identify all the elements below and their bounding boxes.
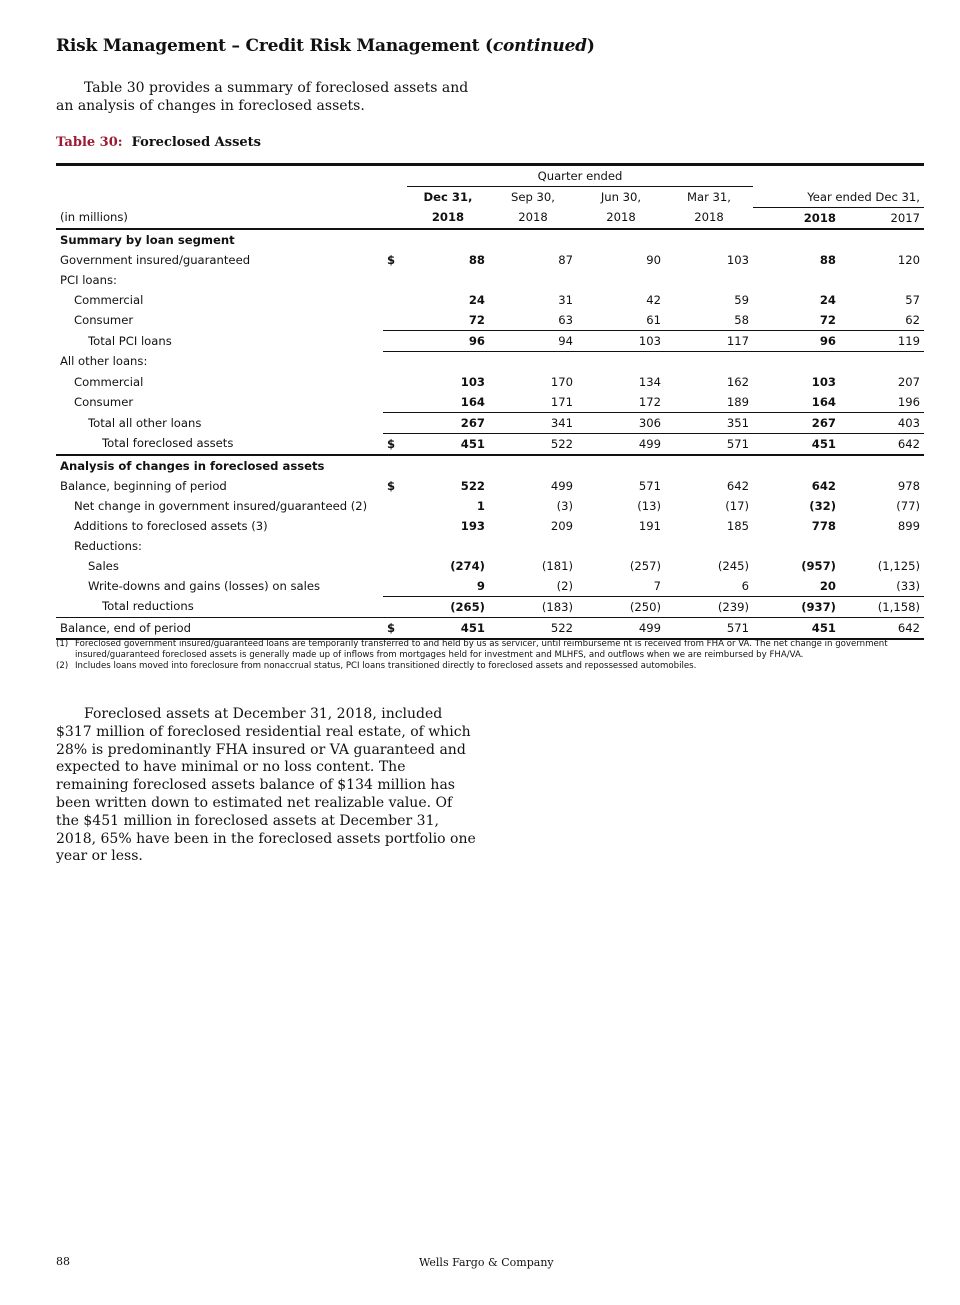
intro-paragraph: Table 30 provides a summary of foreclosed assets and an analysis of changes in foreclosed assets.: [56, 80, 469, 114]
section-heading: Summary by loan segment: [60, 232, 235, 247]
cell-value: 642: [840, 617, 924, 639]
cell-value: 59: [734, 292, 749, 307]
cell-value: 88: [468, 252, 485, 267]
table-row-fa_total: [56, 433, 924, 455]
row-label: Commercial: [74, 374, 144, 389]
col-header-year: 2018: [753, 207, 840, 229]
cell-value: 571: [665, 433, 753, 455]
cell-value: 778: [811, 518, 836, 533]
cell-value: 171: [550, 394, 573, 409]
foreclosed-assets-table: [56, 163, 924, 640]
cell-value: (245): [717, 558, 749, 573]
cell-value: 6: [741, 578, 749, 593]
cell-value: (957): [801, 558, 836, 573]
cell-value: (265): [407, 596, 489, 617]
currency-symbol: $: [383, 617, 407, 639]
col-header-year: 2018: [665, 207, 753, 229]
row-label: Balance, beginning of period: [60, 478, 227, 493]
row-label: Commercial: [74, 292, 144, 307]
cell-value: (257): [629, 558, 661, 573]
cell-value: 94: [489, 330, 577, 351]
currency-symbol: [383, 392, 407, 413]
cell-value: 24: [819, 292, 836, 307]
cell-value: (32): [809, 498, 836, 513]
cell-value: 642: [811, 478, 836, 493]
cell-value: (33): [896, 578, 920, 593]
col-header-year: 2018: [407, 207, 489, 229]
cell-value: 24: [468, 292, 485, 307]
col-header-year: 2018: [489, 207, 577, 229]
cell-value: 119: [840, 330, 924, 351]
cell-value: 899: [897, 518, 920, 533]
cell-value: 20: [819, 578, 836, 593]
cell-value: (77): [896, 498, 920, 513]
page-number: 88: [56, 1255, 70, 1268]
cell-value: 103: [577, 330, 665, 351]
col-header-month: Dec 31,: [423, 190, 473, 204]
row-label: PCI loans:: [60, 272, 117, 287]
cell-value: 499: [577, 433, 665, 455]
cell-value: 7: [653, 578, 661, 593]
cell-value: 196: [897, 394, 920, 409]
currency-symbol: [383, 556, 407, 576]
cell-value: 185: [726, 518, 749, 533]
cell-value: 87: [558, 252, 573, 267]
currency-symbol: [383, 310, 407, 331]
cell-value: 1: [476, 498, 485, 513]
cell-value: (274): [450, 558, 485, 573]
row-label: Additions to foreclosed assets (3): [74, 518, 268, 533]
currency-symbol: $: [387, 252, 396, 267]
col-header-month: Jun 30,: [600, 190, 642, 204]
quarter-ended-header: Quarter ended: [407, 165, 753, 187]
table-row-oth_comm: [56, 372, 924, 392]
table-row-bal_end: [56, 617, 924, 639]
cell-value: 9: [476, 578, 485, 593]
cell-value: 134: [638, 374, 661, 389]
row-label: Consumer: [74, 394, 134, 409]
col-header-month: Sep 30,: [511, 190, 555, 204]
cell-value: 403: [840, 412, 924, 433]
cell-value: 72: [819, 312, 836, 327]
row-label: Reductions:: [74, 538, 142, 553]
cell-value: 189: [726, 394, 749, 409]
cell-value: 62: [905, 312, 920, 327]
cell-value: 451: [753, 617, 840, 639]
currency-symbol: [383, 576, 407, 597]
cell-value: 162: [726, 374, 749, 389]
cell-value: 96: [753, 330, 840, 351]
cell-value: (17): [725, 498, 749, 513]
col-header-year: 2017: [840, 207, 924, 229]
header-row-year: [56, 207, 924, 229]
cell-value: 164: [811, 394, 836, 409]
cell-value: 499: [577, 617, 665, 639]
row-label: Government insured/guaranteed: [60, 252, 251, 267]
row-label: Sales: [88, 558, 119, 573]
table-row-pci: [56, 270, 924, 290]
table-row-reductions: [56, 536, 924, 556]
cell-value: 193: [460, 518, 485, 533]
cell-value: 978: [897, 478, 920, 493]
currency-symbol: [383, 496, 407, 516]
body-paragraph: Foreclosed assets at December 31, 2018, included $317 million of foreclosed residential real estate, of which 28% is predominantly FHA insured or VA guaranteed and expected to have minimal or no loss content. The remaining foreclosed assets balance of $134 million has been written down to estimated net realizable value. Of the $451 million in foreclosed assets at December 31, 2018, 65% have been in the foreclosed assets portfolio one year or less.: [56, 706, 476, 865]
cell-value: 267: [753, 412, 840, 433]
section-summary: [56, 229, 924, 250]
row-label: Net change in government insured/guaranteed (2): [74, 498, 368, 513]
table-row-writedowns: [56, 576, 924, 597]
cell-value: 451: [407, 433, 489, 455]
cell-value: 103: [726, 252, 749, 267]
row-label: Total PCI loans: [88, 333, 172, 348]
cell-value: 103: [811, 374, 836, 389]
page-title: Risk Management – Credit Risk Management (continued): [56, 36, 595, 56]
currency-symbol: [383, 330, 407, 351]
cell-value: (3): [556, 498, 573, 513]
cell-value: (181): [541, 558, 573, 573]
row-label: Write-downs and gains (losses) on sales: [88, 578, 321, 593]
currency-symbol: [383, 290, 407, 310]
currency-symbol: $: [383, 433, 407, 455]
cell-value: 96: [407, 330, 489, 351]
row-label: All other loans:: [60, 354, 148, 369]
row-label: Consumer: [74, 312, 134, 327]
cell-value: 522: [489, 617, 577, 639]
cell-value: 31: [558, 292, 573, 307]
cell-value: (1,125): [877, 558, 920, 573]
row-label: Balance, end of period: [56, 617, 383, 639]
cell-value: 72: [468, 312, 485, 327]
cell-value: 42: [646, 292, 661, 307]
table-title: Foreclosed Assets: [131, 135, 261, 150]
currency-symbol: [383, 596, 407, 617]
cell-value: 341: [489, 412, 577, 433]
cell-value: (2): [556, 578, 573, 593]
currency-symbol: [383, 516, 407, 536]
table-row-additions: [56, 516, 924, 536]
cell-value: 170: [550, 374, 573, 389]
table-row-net_change: [56, 496, 924, 516]
cell-value: 172: [638, 394, 661, 409]
cell-value: 90: [646, 252, 661, 267]
company-name: Wells Fargo & Company: [419, 1256, 554, 1269]
year-ended-header: Year ended Dec 31,: [753, 187, 924, 208]
section-heading: Analysis of changes in foreclosed assets: [60, 458, 325, 473]
cell-value: 571: [665, 617, 753, 639]
row-label: Total foreclosed assets: [56, 433, 383, 455]
section-analysis: [56, 455, 924, 476]
cell-value: 63: [558, 312, 573, 327]
footnote-2: (2) Includes loans moved into foreclosure from nonaccrual status, PCI loans transitioned directly to foreclosed assets and repossessed automobiles.: [56, 661, 697, 671]
cell-value: (239): [665, 596, 753, 617]
cell-value: 451: [407, 617, 489, 639]
cell-value: 571: [638, 478, 661, 493]
cell-value: 306: [577, 412, 665, 433]
table-row-gov: [56, 250, 924, 270]
table-row-total_red: [56, 596, 924, 617]
table-row-oth_cons: [56, 392, 924, 413]
footnotes: [56, 639, 904, 672]
cell-value: 522: [460, 478, 485, 493]
cell-value: 164: [460, 394, 485, 409]
cell-value: 88: [819, 252, 836, 267]
currency-symbol: [383, 372, 407, 392]
cell-value: 103: [460, 374, 485, 389]
cell-value: (250): [577, 596, 665, 617]
col-header-year: 2018: [577, 207, 665, 229]
cell-value: 117: [665, 330, 753, 351]
cell-value: 61: [646, 312, 661, 327]
footnote-1: (1) Foreclosed government insured/guaranteed loans are temporarily transferred to and held by us as servicer, until reimburseme nt is received from FHA or VA. The net change in government insured/guaranteed foreclosed assets is generally made up of inflows from mortgages held for investment and MLHFS, and outflows when we are reimbursed by FHA/VA.: [56, 639, 888, 660]
currency-symbol: [383, 412, 407, 433]
cell-value: 642: [840, 433, 924, 455]
cell-value: (937): [753, 596, 840, 617]
header-row-month: [56, 187, 924, 208]
table-number: Table 30:: [56, 135, 123, 150]
cell-value: 58: [734, 312, 749, 327]
table-row-pci_comm: [56, 290, 924, 310]
currency-symbol: $: [387, 478, 396, 493]
cell-value: 191: [638, 518, 661, 533]
row-label: Total reductions: [56, 596, 383, 617]
table-caption: [56, 135, 261, 150]
cell-value: 57: [905, 292, 920, 307]
cell-value: 209: [550, 518, 573, 533]
cell-value: 267: [407, 412, 489, 433]
table-row-pci_cons: [56, 310, 924, 331]
cell-value: (13): [637, 498, 661, 513]
cell-value: 642: [726, 478, 749, 493]
cell-value: (1,158): [840, 596, 924, 617]
cell-value: 207: [897, 374, 920, 389]
cell-value: 499: [550, 478, 573, 493]
in-millions-label: (in millions): [56, 207, 383, 229]
cell-value: 522: [489, 433, 577, 455]
table-row-pci_total: [56, 330, 924, 351]
table-row-sales: [56, 556, 924, 576]
cell-value: 120: [897, 252, 920, 267]
table-row-bal_begin: [56, 476, 924, 496]
table-row-oth_total: [56, 412, 924, 433]
header-row-quarter: [56, 165, 924, 187]
row-label: Total all other loans: [88, 415, 202, 430]
col-header-month: Mar 31,: [687, 190, 731, 204]
cell-value: (183): [489, 596, 577, 617]
cell-value: 351: [665, 412, 753, 433]
cell-value: 451: [753, 433, 840, 455]
table-row-other: [56, 351, 924, 372]
